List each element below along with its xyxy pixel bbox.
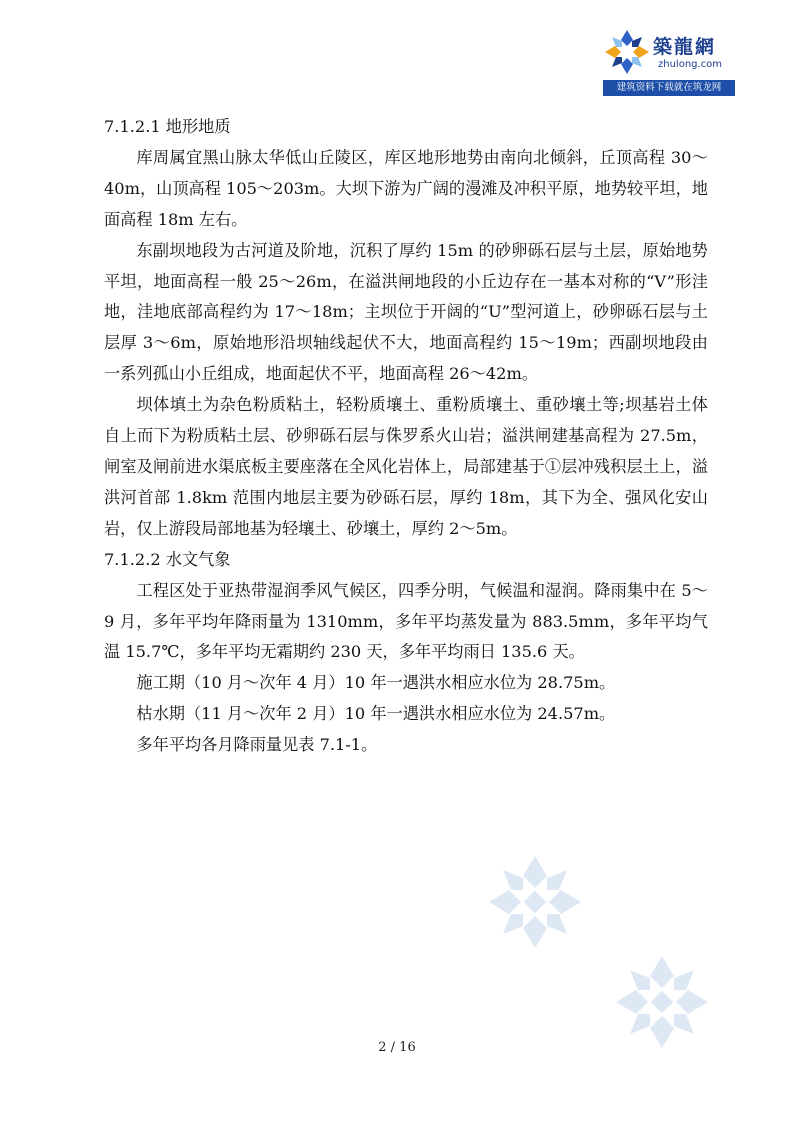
snowflake-watermark-icon — [485, 852, 585, 952]
section-heading-hydrology: 7.1.2.2 水文气象 — [104, 549, 231, 569]
paragraph: 工程区处于亚热带湿润季风气候区，四季分明，气候温和湿润。降雨集中在 5～9 月，多年平均年降雨量为 1310mm，多年平均蒸发量为 883.5mm，多年平均气温 15.7℃，多年平均无霜期约 230 天，多年平均雨日 135.6 天。 — [104, 580, 708, 662]
page-number: 2 / 16 — [378, 1040, 416, 1055]
snowflake-watermark-icon — [612, 952, 712, 1052]
logo-domain: zhulong.com — [658, 59, 723, 70]
paragraph: 东副坝地段为古河道及阶地，沉积了厚约 15m 的砂卵砾石层与土层，原始地势平坦，地面高程一般 25～26m，在溢洪闸地段的小丘边存在一基本对称的“V”形洼地，洼地底部高程约为 17～18m；主坝位于开阔的“U”型河道上，砂卵砾石层与土层厚 3～6m，原始地形沿坝轴线起伏不大，地面高程约 15～19m；西副坝地段由一系列孤山小丘组成，地面起伏不平，地面高程 26～42m。 — [104, 240, 708, 384]
section-heading-topography: 7.1.2.1 地形地质 — [104, 117, 231, 136]
zhulong-logo[interactable] — [603, 28, 735, 98]
logo-slogan: 建筑资料下载就在筑龙网 — [603, 80, 735, 96]
document-body — [104, 112, 708, 761]
snowflake-logo-icon — [603, 28, 651, 78]
paragraph: 多年平均各月降雨量见表 7.1-1。 — [136, 735, 378, 755]
paragraph: 枯水期（11 月～次年 2 月）10 年一遇洪水相应水位为 24.57m。 — [136, 704, 616, 724]
paragraph: 坝体填土为杂色粉质粘土，轻粉质壤土、重粉质壤土、重砂壤土等;坝基岩土体自上而下为粉质粘土层、砂卵砾石层与侏罗系火山岩；溢洪闸建基高程为 27.5m，闸室及闸前进水渠底板主要座落在全风化岩体上，局部建基于①层冲残积层土上，溢洪河首部 1.8km 范围内地层主要为砂砾石层，厚约 18m，其下为全、强风化安山岩，仅上游段局部地基为轻壤土、砂壤土，厚约 2～5m。 — [104, 395, 708, 538]
logo-title: 築龍網 — [653, 36, 717, 58]
paragraph: 库周属宜黑山脉太华低山丘陵区，库区地形地势由南向北倾斜，丘顶高程 30～40m，山顶高程 105～203m。大坝下游为广阔的漫滩及冲积平原，地势较平坦，地面高程 18m 左右。 — [104, 147, 708, 229]
paragraph: 施工期（10 月～次年 4 月）10 年一遇洪水相应水位为 28.75m。 — [136, 673, 616, 693]
